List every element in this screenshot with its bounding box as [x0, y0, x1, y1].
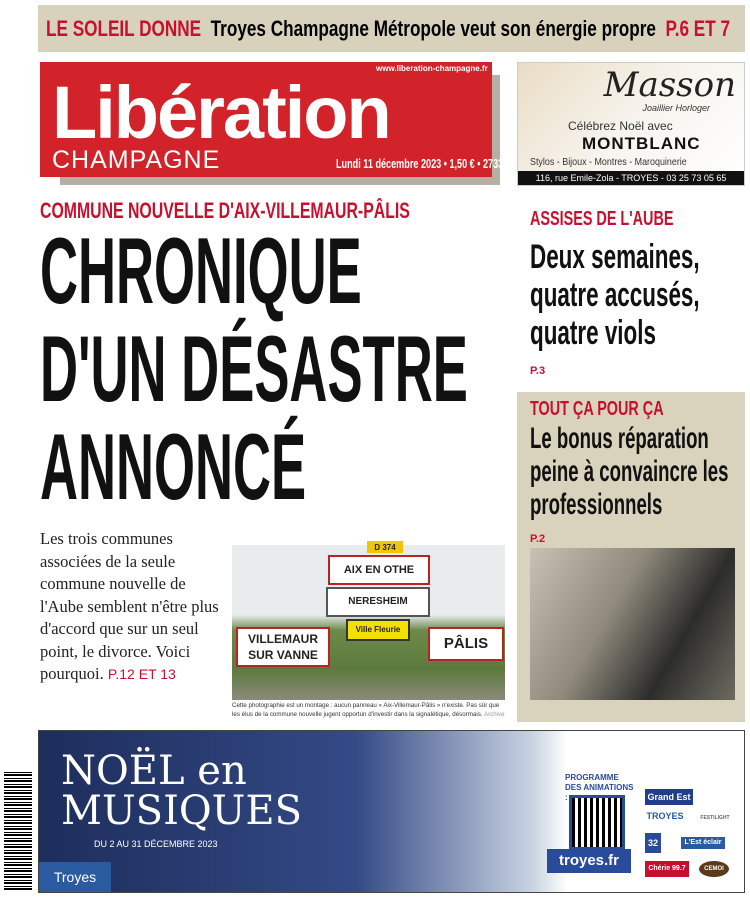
- sign-aix: AIX EN OTHE: [328, 555, 430, 585]
- headline-line: CHRONIQUE: [40, 218, 362, 323]
- partner-logo: Chérie 99.7: [645, 861, 689, 877]
- ad-address: 116, rue Emile-Zola - TROYES - 03 25 73 05 65: [518, 171, 744, 185]
- caption-credit: Archive: [483, 711, 505, 718]
- partner-logo: 32: [645, 833, 661, 853]
- sign-road: D 374: [367, 541, 403, 553]
- partner-logo: L'Est éclair: [681, 837, 725, 849]
- main-headline[interactable]: [40, 218, 468, 519]
- repair-workshop-photo[interactable]: [530, 548, 735, 700]
- side2-page: P.2: [530, 533, 546, 545]
- road-signs-photo[interactable]: [232, 545, 505, 700]
- caption-text: Cette photographie est un montage : aucun panneau « Aix-Villemaur-Pâlis » n'existe. Pas sûr que les élus de la commune nouvelle jugent opportun d'investir dans la signalétique, désormais.: [232, 702, 500, 718]
- ad-dates: DU 2 AU 31 DÉCEMBRE 2023: [94, 839, 218, 849]
- photo-caption: [232, 701, 505, 719]
- dateline: Lundi 11 décembre 2023 • 1,50 € • 27333: [336, 156, 509, 171]
- side2-kicker: TOUT ÇA POUR ÇA: [530, 398, 664, 420]
- troyes-logo: Troyes: [39, 862, 111, 892]
- teaser-pages: P.6 ET 7: [665, 16, 731, 41]
- partner-logo: CEMOI: [699, 861, 729, 877]
- side1-page: P.3: [530, 365, 546, 377]
- teaser-text: [46, 16, 730, 42]
- website-url: www.liberation-champagne.fr: [376, 64, 488, 73]
- partner-logo: FESTILIGHT: [700, 815, 730, 821]
- ad-line1: Célébrez Noël avec: [568, 119, 673, 133]
- ad-site-link[interactable]: troyes.fr: [547, 849, 631, 873]
- ad-line2: MONTBLANC: [582, 134, 701, 153]
- noel-en-musiques-advertisement[interactable]: [38, 730, 745, 893]
- teaser-kicker: LE SOLEIL DONNE: [46, 16, 202, 41]
- teaser-title: Troyes Champagne Métropole veut son énergie propre: [210, 16, 656, 41]
- main-kicker: COMMUNE NOUVELLE D'AIX-VILLEMAUR-PÂLIS: [40, 198, 410, 223]
- sign-villemaur: VILLEMAUR SUR VANNE: [236, 627, 330, 667]
- top-teaser-banner[interactable]: [38, 5, 745, 52]
- qr-code[interactable]: [569, 795, 625, 850]
- ad-program-label: PROGRAMME DES ANIMATIONS :: [565, 773, 634, 802]
- headline-line: D'UN DÉSASTRE: [40, 316, 468, 421]
- sign-neresheim: NERESHEIM: [326, 587, 430, 617]
- side2-headline[interactable]: Le bonus réparation peine à convaincre les professionnels: [530, 422, 729, 521]
- partner-logo: TROYES: [646, 811, 684, 821]
- partner-logo: Grand Est: [645, 789, 693, 805]
- side1-headline[interactable]: Deux semaines, quatre accusés, quatre viols: [530, 238, 700, 352]
- newspaper-subtitle: CHAMPAGNE: [52, 146, 221, 174]
- ad-title: NOËL en MUSIQUES: [61, 748, 302, 834]
- ad-line3: Stylos - Bijoux - Montres - Maroquinerie: [530, 156, 687, 168]
- masthead: [40, 62, 509, 177]
- headline-line: ANNONCÉ: [40, 414, 307, 519]
- sign-fleurie: Ville Fleurie: [346, 619, 410, 641]
- lead-pages: P.12 ET 13: [107, 666, 176, 682]
- lead-text: Les trois communes associées de la seule commune nouvelle de l'Aube semblent n'être plus d'accord que sur un seul point, le divorce. Voici pourquoi.: [40, 529, 219, 683]
- masson-advertisement[interactable]: [517, 62, 745, 186]
- side1-kicker: ASSISES DE L'AUBE: [530, 208, 674, 230]
- newspaper-logo: Libération: [52, 71, 390, 154]
- sign-palis: PÂLIS: [428, 627, 504, 661]
- ad-brand: Masson: [603, 65, 736, 105]
- ad-tagline: Joaillier Horloger: [642, 103, 710, 113]
- main-lead: [40, 528, 230, 686]
- barcode: [4, 770, 32, 890]
